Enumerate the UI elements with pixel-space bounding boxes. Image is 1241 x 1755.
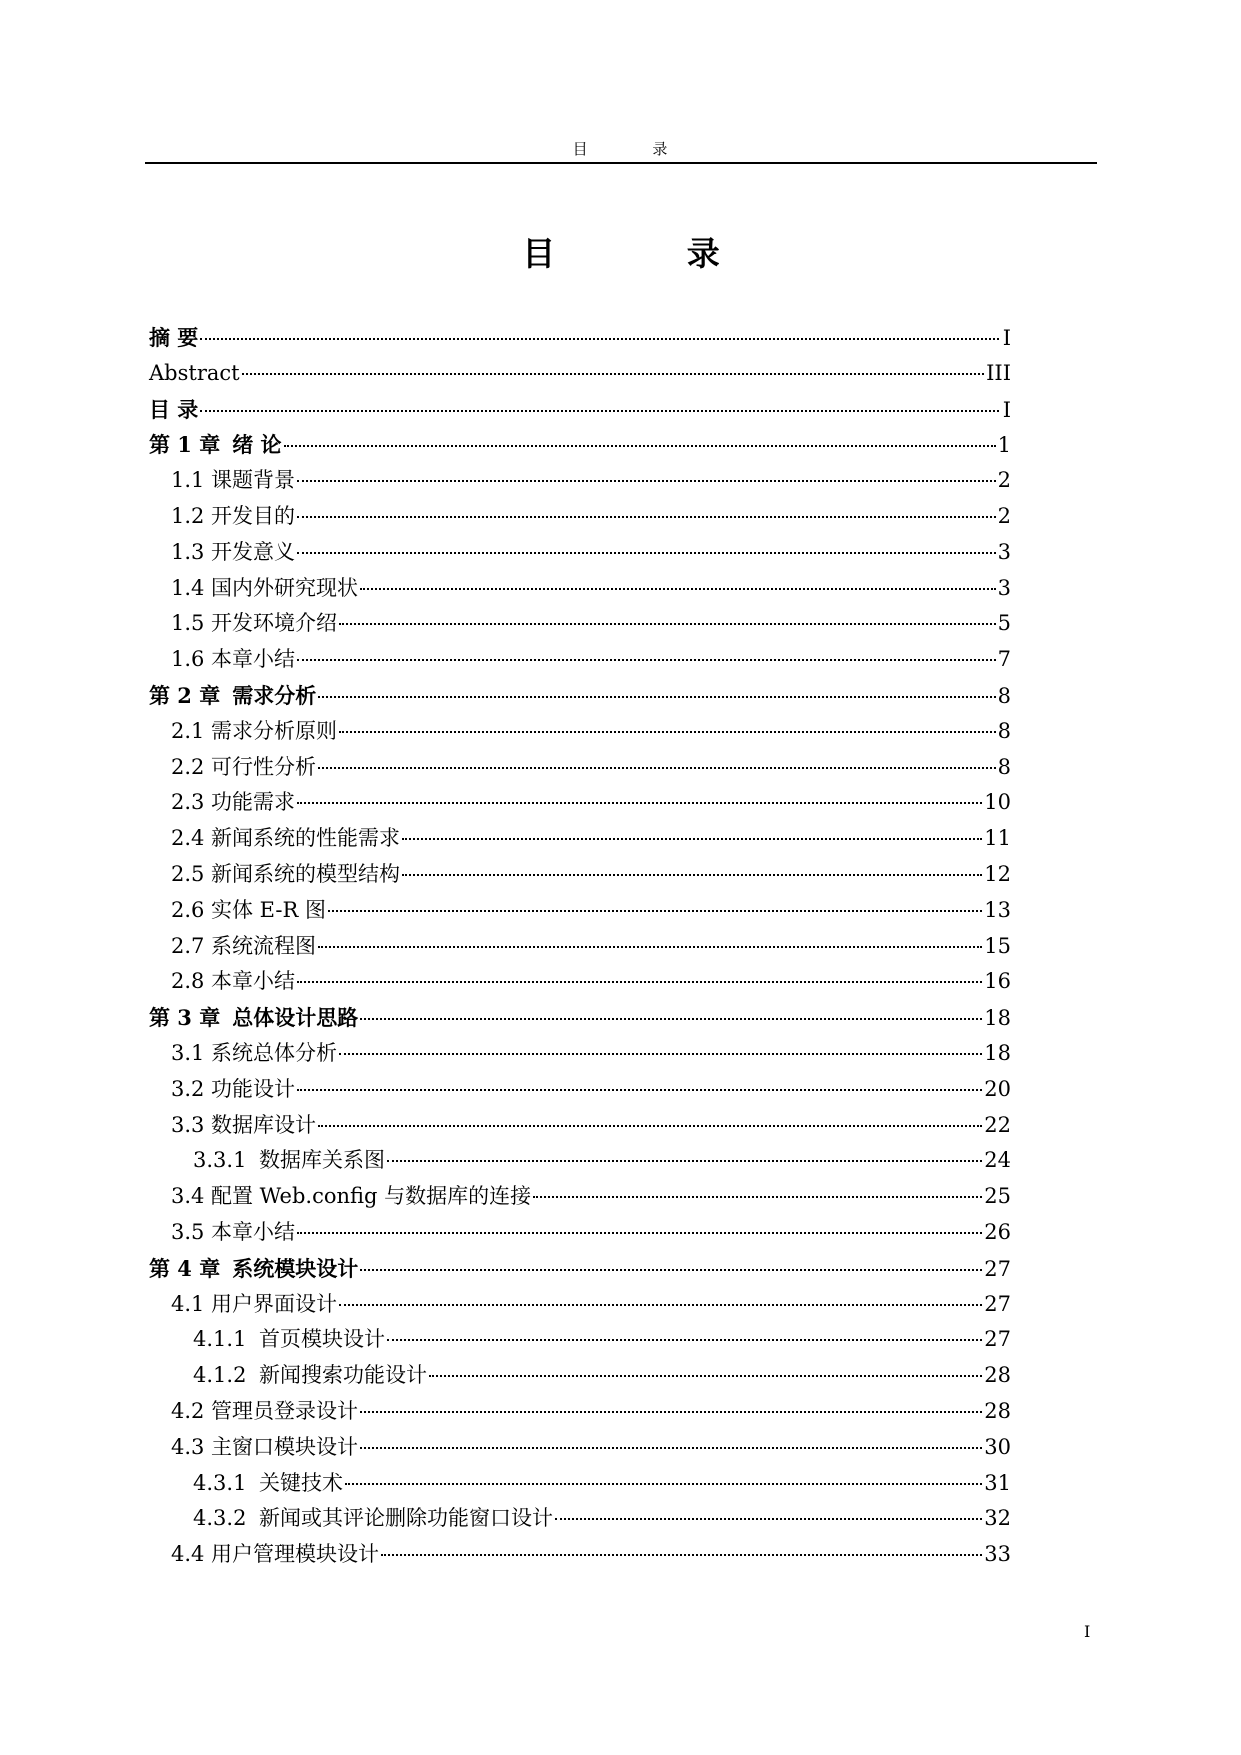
dot-leader [339, 1304, 982, 1306]
toc-entry-number: 2.6 [171, 897, 205, 922]
toc-entry-number: 2.3 [171, 790, 205, 815]
toc-entry-label: 开发环境介绍 [211, 611, 337, 636]
dot-leader [328, 910, 982, 912]
toc-entry-page: 25 [984, 1184, 1011, 1209]
toc-entry-page: 26 [984, 1219, 1011, 1244]
toc-entry-page: 3 [997, 539, 1011, 564]
toc-entry-label: 关键技术 [259, 1470, 343, 1495]
toc-entry-page: 15 [984, 933, 1011, 958]
toc-entry-label: 本章小结 [211, 1219, 295, 1244]
toc-entry-page: 27 [984, 1256, 1011, 1281]
toc-entry-number: 3.4 [171, 1184, 205, 1209]
toc-entry[interactable] [149, 392, 1011, 428]
toc-entry[interactable] [149, 1501, 1011, 1537]
header-rule [145, 162, 1097, 164]
toc-entry-page: I [1002, 397, 1011, 422]
toc-entry-number: 第 1 章 [149, 432, 221, 458]
dot-leader [381, 1554, 982, 1556]
toc-entry-page: 32 [984, 1506, 1011, 1531]
toc-entry-label: Abstract [149, 360, 240, 385]
dot-leader [360, 1411, 982, 1413]
toc-entry-label: 可行性分析 [211, 754, 316, 779]
toc-entry-page: 22 [984, 1112, 1011, 1137]
toc-entry-number: 1.3 [171, 539, 205, 564]
dot-leader [297, 480, 996, 482]
toc-entry-page: 8 [997, 754, 1011, 779]
toc-entry-number: 第 4 章 [149, 1255, 221, 1281]
toc-entry-page: I [1002, 326, 1011, 350]
running-header: 目 录 [572, 140, 698, 158]
toc-entry-page: 18 [984, 1006, 1011, 1031]
toc-entry-number: 第 2 章 [149, 682, 221, 708]
toc-entry-page: 24 [984, 1148, 1011, 1173]
toc-entry-page: 31 [984, 1470, 1011, 1495]
toc-entry-page: 16 [984, 969, 1011, 994]
dot-leader [345, 1483, 982, 1485]
toc-entry[interactable] [149, 356, 1011, 392]
dot-leader [297, 1089, 982, 1091]
toc-entry[interactable] [149, 750, 1011, 786]
dot-leader [360, 1269, 982, 1271]
dot-leader [297, 1232, 982, 1234]
toc-entry-number: 3.2 [171, 1076, 205, 1101]
toc-entry-page: 1 [997, 433, 1011, 458]
table-of-contents [149, 320, 1011, 1573]
toc-entry[interactable] [149, 1143, 1011, 1179]
dot-leader [387, 1339, 982, 1341]
dot-leader [339, 731, 996, 733]
toc-entry[interactable] [149, 1287, 1011, 1323]
toc-entry-label: 课题背景 [211, 468, 295, 493]
toc-entry-label: 目 录 [149, 396, 199, 422]
toc-entry[interactable] [149, 463, 1011, 499]
toc-entry-label: 系统模块设计 [232, 1255, 359, 1281]
toc-entry-page: 20 [984, 1076, 1011, 1101]
toc-entry[interactable] [149, 606, 1011, 642]
toc-entry-number: 4.1 [171, 1291, 205, 1316]
toc-entry-number: 1.4 [171, 575, 205, 600]
dot-leader [360, 588, 996, 590]
toc-entry[interactable] [149, 571, 1011, 607]
toc-entry-number: 2.2 [171, 754, 205, 779]
toc-entry[interactable] [149, 857, 1011, 893]
toc-entry-page: 12 [984, 861, 1011, 886]
toc-entry[interactable] [149, 1251, 1011, 1287]
toc-entry-page: 13 [984, 897, 1011, 922]
dot-leader [297, 802, 982, 804]
dot-leader [339, 1053, 982, 1055]
toc-entry-number: 3.3 [171, 1112, 205, 1137]
toc-entry-label: 用户界面设计 [211, 1291, 337, 1316]
toc-entry-number: 4.2 [171, 1398, 205, 1423]
toc-entry[interactable] [149, 1000, 1011, 1036]
toc-entry-number: 1.5 [171, 611, 205, 636]
dot-leader [297, 552, 996, 554]
toc-entry-page: 28 [984, 1363, 1011, 1388]
dot-leader [297, 516, 996, 518]
toc-entry-page: 33 [984, 1542, 1011, 1567]
toc-entry-page: 5 [997, 611, 1011, 636]
dot-leader [360, 1447, 982, 1449]
toc-entry[interactable] [149, 1036, 1011, 1072]
toc-entry-page: 18 [984, 1040, 1011, 1065]
toc-entry-number: 2.1 [171, 718, 205, 743]
toc-entry[interactable] [149, 1108, 1011, 1144]
dot-leader [200, 338, 999, 340]
toc-entry-label: 国内外研究现状 [211, 575, 358, 600]
toc-entry[interactable] [149, 499, 1011, 535]
toc-entry-number: 3.1 [171, 1040, 205, 1065]
dot-leader [297, 981, 982, 983]
toc-entry-page: 28 [984, 1398, 1011, 1423]
dot-leader [284, 445, 996, 447]
toc-entry-label: 配置 Web.config 与数据库的连接 [211, 1184, 532, 1209]
dot-leader [339, 623, 996, 625]
toc-entry-label: 用户管理模块设计 [211, 1542, 379, 1567]
toc-entry-label: 首页模块设计 [259, 1327, 385, 1352]
toc-entry-number: 1.1 [171, 468, 205, 493]
toc-entry-number: 4.4 [171, 1542, 205, 1567]
toc-entry-page: 3 [997, 575, 1011, 600]
toc-entry-number: 2.4 [171, 826, 205, 851]
dot-leader [402, 838, 982, 840]
toc-entry-number: 4.1.2 [193, 1363, 247, 1388]
toc-entry-page: 30 [984, 1434, 1011, 1459]
toc-entry-page: 2 [997, 503, 1011, 528]
toc-entry-label: 功能需求 [211, 790, 295, 815]
toc-entry[interactable] [149, 1394, 1011, 1430]
dot-leader [318, 767, 996, 769]
toc-entry[interactable] [149, 929, 1011, 965]
toc-entry-page: 11 [984, 826, 1011, 851]
toc-entry-label: 开发意义 [211, 539, 295, 564]
dot-leader [242, 373, 985, 375]
toc-entry-number: 4.3.2 [193, 1506, 247, 1531]
dot-leader [387, 1160, 982, 1162]
toc-entry-number: 4.1.1 [193, 1327, 247, 1352]
toc-entry[interactable] [149, 642, 1011, 678]
toc-entry-number: 3.3.1 [193, 1148, 247, 1173]
toc-entry-label: 绪 论 [232, 432, 282, 458]
toc-entry-label: 总体设计思路 [232, 1005, 359, 1031]
toc-entry-label: 需求分析原则 [211, 718, 337, 743]
toc-entry[interactable] [149, 1358, 1011, 1394]
dot-leader [360, 1018, 982, 1020]
toc-entry-label: 数据库设计 [211, 1112, 316, 1137]
toc-entry-label: 本章小结 [211, 969, 295, 994]
page-number: I [1084, 1622, 1091, 1641]
toc-entry[interactable] [149, 964, 1011, 1000]
toc-entry-label: 新闻系统的性能需求 [211, 826, 400, 851]
toc-entry-label: 需求分析 [232, 682, 317, 708]
toc-entry-number: 1.2 [171, 503, 205, 528]
toc-entry-page: 8 [997, 718, 1011, 743]
toc-entry-label: 本章小结 [211, 647, 295, 672]
toc-entry-label: 管理员登录设计 [211, 1398, 358, 1423]
toc-entry-number: 第 3 章 [149, 1005, 221, 1031]
toc-entry-number: 1.6 [171, 647, 205, 672]
dot-leader [318, 1125, 982, 1127]
dot-leader [297, 659, 996, 661]
toc-entry[interactable] [149, 427, 1011, 463]
toc-entry-page: 27 [984, 1327, 1011, 1352]
toc-entry[interactable] [149, 320, 1011, 356]
page-title: 目 录 [522, 234, 780, 273]
toc-entry[interactable] [149, 1537, 1011, 1573]
toc-entry-page: 7 [997, 647, 1011, 672]
dot-leader [318, 696, 995, 698]
toc-entry-page: 10 [984, 790, 1011, 815]
toc-entry-page: III [986, 360, 1011, 385]
dot-leader [318, 946, 982, 948]
toc-entry-label: 实体 E-R 图 [211, 897, 326, 922]
toc-entry[interactable] [149, 1430, 1011, 1466]
toc-entry-label: 数据库关系图 [259, 1148, 385, 1173]
toc-entry[interactable] [149, 1466, 1011, 1502]
toc-entry-label: 新闻或其评论删除功能窗口设计 [259, 1506, 553, 1531]
toc-entry[interactable] [149, 821, 1011, 857]
toc-entry-page: 8 [997, 683, 1011, 708]
toc-entry-label: 开发目的 [211, 503, 295, 528]
toc-entry[interactable] [149, 893, 1011, 929]
toc-entry-label: 新闻搜索功能设计 [259, 1363, 427, 1388]
dot-leader [402, 874, 982, 876]
toc-entry[interactable] [149, 1072, 1011, 1108]
toc-entry-label: 新闻系统的模型结构 [211, 861, 400, 886]
toc-entry[interactable] [149, 678, 1011, 714]
dot-leader [200, 410, 999, 412]
dot-leader [429, 1375, 982, 1377]
toc-entry-label: 主窗口模块设计 [211, 1434, 358, 1459]
toc-entry-label: 系统总体分析 [211, 1040, 337, 1065]
toc-entry[interactable] [149, 1215, 1011, 1251]
toc-entry-number: 4.3 [171, 1434, 205, 1459]
toc-entry-page: 27 [984, 1291, 1011, 1316]
toc-entry-number: 2.7 [171, 933, 205, 958]
toc-entry[interactable] [149, 1179, 1011, 1215]
toc-entry-page: 2 [997, 468, 1011, 493]
toc-entry-label: 系统流程图 [211, 933, 316, 958]
toc-entry[interactable] [149, 535, 1011, 571]
toc-entry[interactable] [149, 714, 1011, 750]
toc-entry[interactable] [149, 1322, 1011, 1358]
toc-entry[interactable] [149, 785, 1011, 821]
dot-leader [555, 1518, 982, 1520]
dot-leader [533, 1196, 982, 1198]
toc-entry-number: 4.3.1 [193, 1470, 247, 1495]
toc-entry-label: 摘 要 [149, 325, 199, 350]
toc-entry-number: 2.8 [171, 969, 205, 994]
toc-entry-number: 3.5 [171, 1219, 205, 1244]
toc-entry-number: 2.5 [171, 861, 205, 886]
toc-entry-label: 功能设计 [211, 1076, 295, 1101]
